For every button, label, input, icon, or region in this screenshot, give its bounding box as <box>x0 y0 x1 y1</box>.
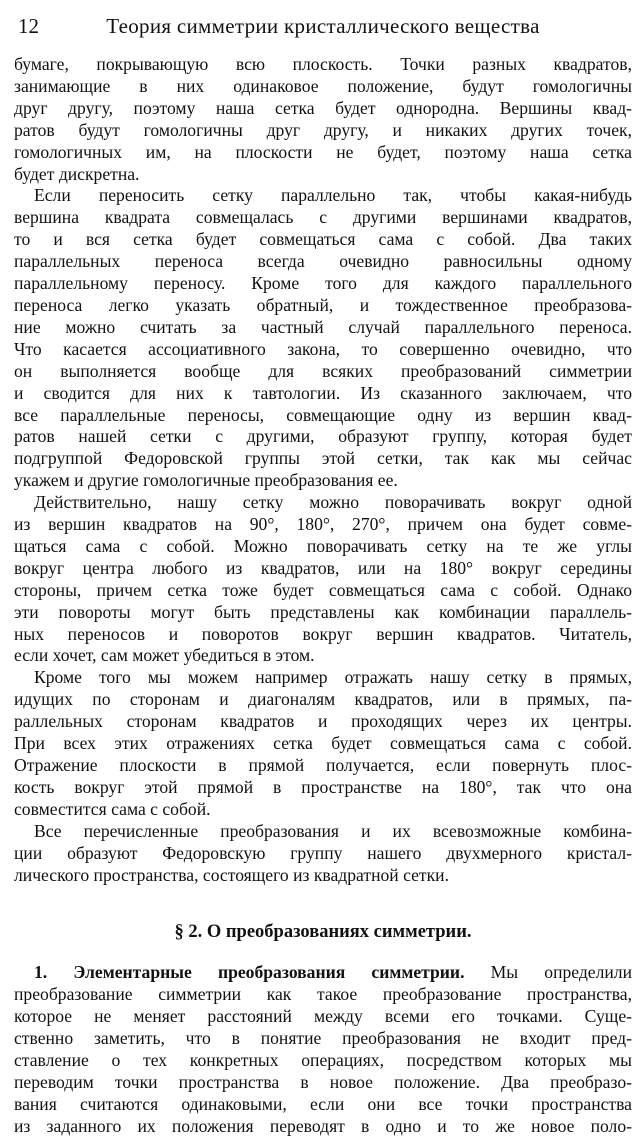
text-line: ных переносов и поворотов вокруг вершин квадратов. Читатель, <box>14 623 632 644</box>
text-line: Что касается ассоциативного закона, то совершенно очевидно, что <box>14 338 632 359</box>
text-line: раллельных сторонам квадратов и проходящих через их центры. <box>14 711 632 732</box>
text-line: ратов будут гомологичны друг другу, и никаких других точек, <box>14 119 632 140</box>
text-line: ние можно считать за частный случай параллельного переноса. <box>14 316 632 337</box>
text-line: он выполняется вообще для всяких преобразований симметрии <box>14 360 632 381</box>
text-line: ственно заметить, что в понятие преобразования не входит пред- <box>14 1028 632 1049</box>
text-line: бумаге, покрывающую всю плоскость. Точки разных квадратов, <box>14 54 632 74</box>
text-line: кость вокруг этой прямой в пространстве на 180°, так что она <box>14 776 632 797</box>
text-line: будет дискретна. <box>14 163 140 184</box>
text-line: Действительно, нашу сетку можно поворачивать вокруг одной <box>34 492 632 513</box>
text-line: друг другу, поэтому наша сетка будет однородна. Вершины квад- <box>14 97 632 118</box>
text-line: ции образуют Федоровскую группу нашего двухмерного кристал- <box>14 842 632 863</box>
text-line: Если переносить сетку параллельно так, чтобы какая-нибудь <box>34 185 632 206</box>
text-line: эти повороты могут быть представлены как комбинации параллель- <box>14 601 632 622</box>
section-heading: § 2. О преобразованиях симметрии. <box>174 922 472 943</box>
text-line: ставление о тех конкретных операциях, посредством которых мы <box>14 1050 632 1071</box>
text-line: которое не меняет расстояний между всеми его точками. Суще- <box>14 1006 632 1027</box>
text-line: вания считаются одинаковыми, если они все точки пространства <box>14 1093 632 1114</box>
text-line: совместится сама с собой. <box>14 798 211 819</box>
section-2 <box>14 921 632 1137</box>
section-first-line <box>14 962 632 984</box>
paragraph <box>14 492 632 667</box>
text-line: занимающие в них одинаковое положение, будут гомологичны <box>14 75 632 96</box>
text-line: ратов нашей сетки с другими, образуют группу, которая будет <box>14 426 632 447</box>
text-line: щаться сама с собой. Можно поворачивать сетку на те же углы <box>14 535 632 556</box>
text-line: если хочет, сам может убедиться в этом. <box>14 645 315 666</box>
paragraph <box>14 54 632 185</box>
text-line: вокруг центра любого из квадратов, или на 180° вокруг середины <box>14 557 632 578</box>
running-title: Теория симметрии кристаллического вещества <box>106 14 540 38</box>
text-line: переводим точки пространства в новое положение. Два преобразо- <box>14 1071 632 1092</box>
text-line: все параллельные переносы, совмещающие одну из вершин квад- <box>14 404 632 425</box>
paragraph <box>14 185 632 492</box>
section-paragraph <box>14 984 632 1137</box>
text-line: то и вся сетка будет совмещаться сама с собой. Два таких <box>14 229 632 250</box>
text-line: и сводится для них к тавтологии. Из сказанного заключаем, что <box>14 382 632 403</box>
text-line: параллельных переноса всегда очевидно равносильны одному <box>14 251 632 272</box>
text-line: гомологичных им, на плоскости не будет, поэтому наша сетка <box>14 141 632 162</box>
text-line: Кроме того мы можем например отражать нашу сетку в прямых, <box>34 667 632 688</box>
text-line: Отражение плоскости в прямой получается, если повернуть плос- <box>14 755 632 775</box>
text-line: укажем и другие гомологичные преобразования ее. <box>14 470 398 491</box>
page-header <box>14 8 632 54</box>
text-line: При всех этих отражениях сетка будет совмещаться сама с собой. <box>14 733 632 754</box>
text-line: переноса легко указать обратный, и тождественное преобразова- <box>14 294 632 315</box>
text-line: вершина квадрата совмещалась с другими вершинами квадратов, <box>14 207 632 228</box>
text-line: подгруппой Федоровской группы этой сетки, так как мы сейчас <box>14 448 632 469</box>
body-text <box>14 54 632 886</box>
text-line: из вершин квадратов на 90°, 180°, 270°, причем она будет совме- <box>14 514 632 535</box>
text-line: идущих по сторонам и диагоналям квадратов, или в прямых, па- <box>14 689 632 710</box>
page-number: 12 <box>18 14 39 38</box>
paragraph <box>14 821 632 887</box>
text-line: из заданного их положения переводят в одно и то же новое поло- <box>14 1115 632 1136</box>
text-line: лического пространства, состоящего из квадратной сетки. <box>14 864 449 885</box>
text-line: преобразование симметрии как такое преобразование пространства, <box>14 984 632 1005</box>
text-line: Все перечисленные преобразования и их всевозможные комбина- <box>34 820 632 841</box>
section-first-line-text: Мы определили <box>464 962 633 983</box>
text-line: стороны, причем сетка тоже будет совмещаться сама с собой. Однако <box>14 579 632 600</box>
subsection-title: 1. Элементарные преобразования симметрии. <box>34 962 465 983</box>
text-line: параллельному переносу. Кроме того для каждого параллельного <box>14 273 632 294</box>
paragraph <box>14 667 632 820</box>
